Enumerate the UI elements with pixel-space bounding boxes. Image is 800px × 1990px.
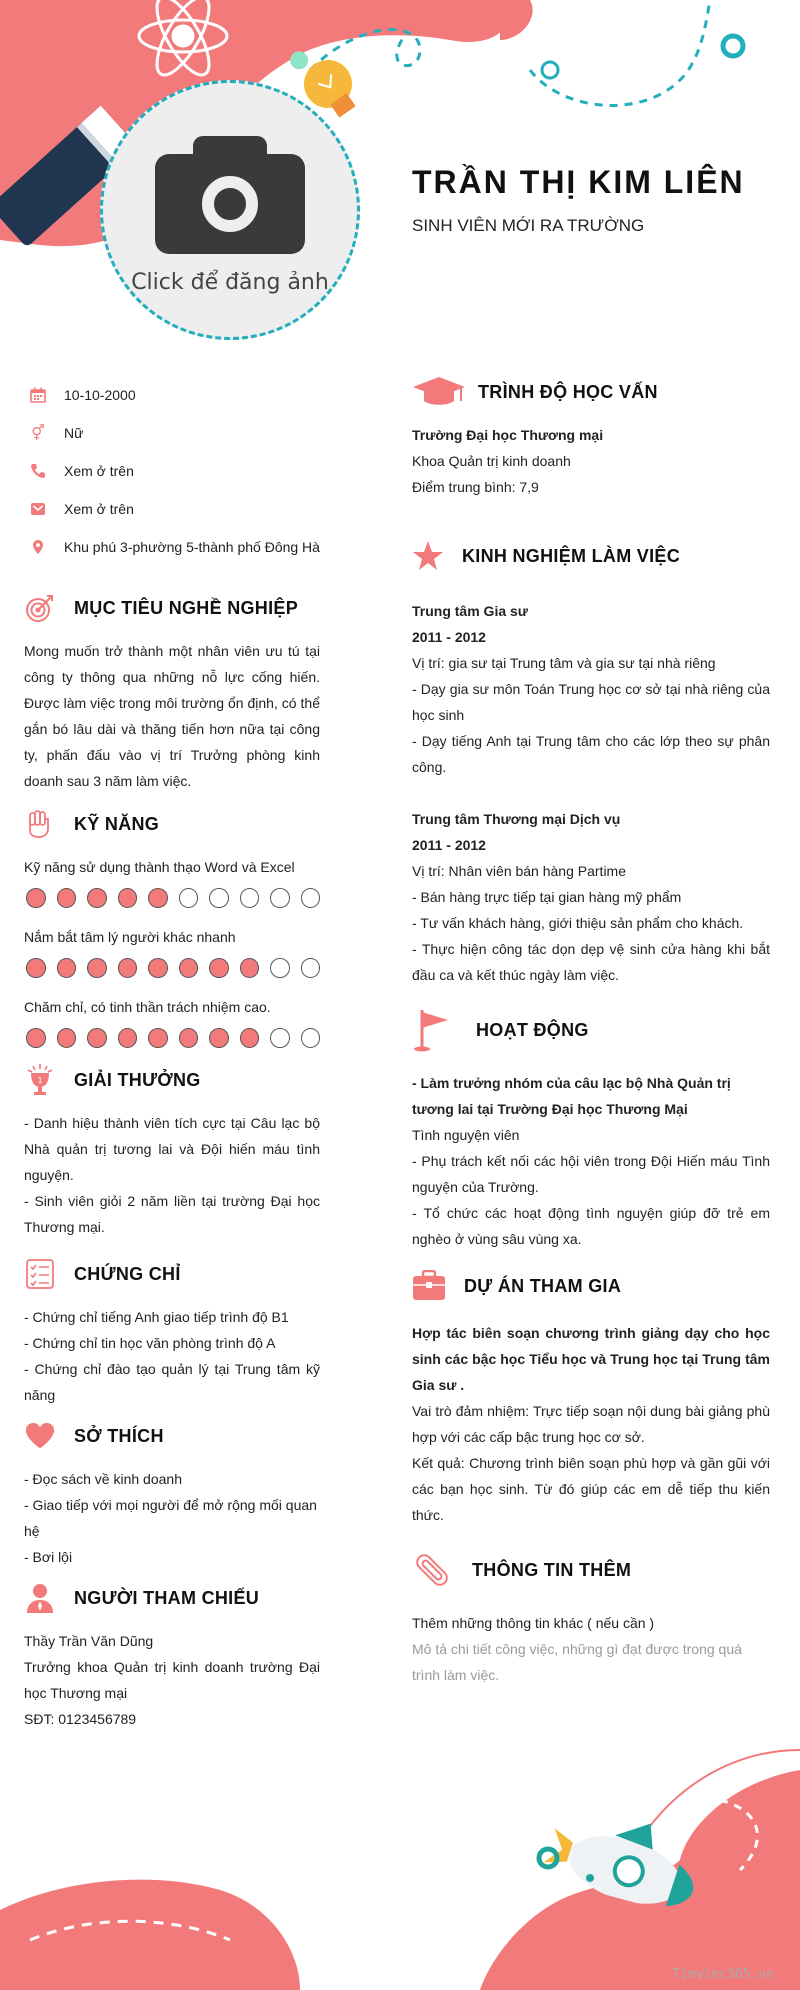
certificate-line: - Chứng chỉ tin học văn phòng trình độ A [24,1335,276,1351]
candidate-title: SINH VIÊN MỚI RA TRƯỜNG [412,216,645,235]
rating-dot [57,888,77,908]
rating-dot [26,888,46,908]
contact-email [24,490,320,528]
job-line: - Dạy tiếng Anh tại Trung tâm cho các lớp theo sự phân công. [412,733,770,775]
rating-dot [270,888,290,908]
education-title: TRÌNH ĐỘ HỌC VẤN [478,381,658,402]
rating-dot [87,888,107,908]
rating-dot [209,1028,229,1048]
education-school: Trường Đại học Thương mại [412,427,604,443]
email-icon [30,501,46,517]
candidate-name: TRẦN THỊ KIM LIÊN [412,164,745,200]
rating-dot [87,958,107,978]
rating-dot [148,888,168,908]
award-line: - Danh hiệu thành viên tích cực tại Câu lạc bộ Nhà quản trị tương lai và Đội hiến máu tình nguyện. [24,1115,320,1183]
paperclip-icon [412,1550,452,1590]
photo-upload-caption: Click để đăng ảnh [131,269,329,295]
rating-dot [240,888,260,908]
right-column [412,376,770,1688]
job-period: 2011 - 2012 [412,837,486,853]
hobby-line: - Bơi lội [24,1549,73,1565]
location-pin-icon [30,539,46,555]
education-line: Khoa Quản trị kinh doanh [412,453,571,469]
experience-section [412,540,770,988]
activity-line: - Tổ chức các hoạt động tình nguyện giúp đỡ trẻ em nghèo ở vùng sâu vùng xa. [412,1205,770,1247]
skill-label: Kỹ năng sử dụng thành thạo Word và Excel [24,859,295,875]
references-section [24,1582,320,1732]
rating-dot [118,958,138,978]
activity-line: Tình nguyện viên [412,1127,520,1143]
rating-dot [301,888,321,908]
contact-gender-value: Nữ [64,425,84,441]
rating-dot [57,1028,77,1048]
svg-text:1: 1 [37,1076,43,1085]
job-line: Vị trí: Nhân viên bán hàng Partime [412,863,627,879]
camera-icon [155,136,305,254]
target-icon [24,592,56,624]
awards-title: GIẢI THƯỞNG [74,1069,201,1090]
profile-photo-upload[interactable] [100,80,360,340]
education-line: Điểm trung bình: 7,9 [412,479,539,495]
rating-dot [270,958,290,978]
job-entry [412,598,770,780]
job-line: Vị trí: gia sư tại Trung tâm và gia sư tại nhà riêng [412,655,716,671]
skills-title: KỸ NĂNG [74,813,160,834]
awards-section [24,1064,320,1240]
job-entry [412,806,770,988]
job-line: - Bán hàng trực tiếp tại gian hàng mỹ phẩm [412,889,682,905]
skill-label: Nắm bắt tâm lý người khác nhanh [24,929,236,945]
contact-info [24,376,320,566]
job-line: - Tư vấn khách hàng, giới thiệu sản phẩm cho khách. [412,915,744,931]
activities-title: HOẠT ĐỘNG [476,1019,589,1040]
calendar-icon [30,387,46,403]
contact-birthday [24,376,320,414]
contact-phone-value: Xem ở trên [64,463,134,479]
trophy-icon [24,1064,56,1096]
certificate-line: - Chứng chỉ đào tạo quản lý tại Trung tâm kỹ năng [24,1361,320,1403]
contact-birthday-value: 10-10-2000 [64,387,136,403]
rating-dot [301,1028,321,1048]
rating-dot [179,958,199,978]
phone-icon [30,463,46,479]
certificate-line: - Chứng chỉ tiếng Anh giao tiếp trình độ B1 [24,1309,289,1325]
left-column [24,376,320,1732]
skill-rating [26,1028,320,1048]
projects-section [412,1270,770,1528]
job-company: Trung tâm Gia sư [412,603,528,619]
reference-line: SĐT: 0123456789 [24,1711,137,1727]
contact-gender [24,414,320,452]
heart-icon [24,1420,56,1452]
job-line: - Dạy gia sư môn Toán Trung học cơ sở tại nhà riêng của học sinh [412,681,770,723]
skill-label: Chăm chỉ, có tinh thần trách nhiệm cao. [24,999,271,1015]
hobby-line: - Giao tiếp với mọi người để mở rộng mối quan hệ [24,1497,317,1539]
rating-dot [209,888,229,908]
rating-dot [301,958,321,978]
rating-dot [26,958,46,978]
rating-dot [179,1028,199,1048]
contact-email-value: Xem ở trên [64,501,134,517]
rating-dot [240,958,260,978]
contact-address [24,528,320,566]
graduation-cap-icon [412,376,466,408]
activity-heading: - Làm trưởng nhóm của câu lạc bộ Nhà Quản trị tương lai tại Trường Đại học Thương Mại [412,1075,731,1117]
activity-line: - Phụ trách kết nối các hội viên trong Đội Hiến máu Tình nguyện của Trường. [412,1153,770,1195]
hobby-line: - Đọc sách về kinh doanh [24,1471,182,1487]
checklist-icon [24,1258,56,1290]
star-icon [412,540,444,572]
projects-title: DỰ ÁN THAM GIA [464,1275,622,1296]
certificates-title: CHỨNG CHỈ [74,1263,181,1284]
references-title: NGƯỜI THAM CHIẾU [74,1587,260,1608]
extra-info-placeholder[interactable]: Mô tả chi tiết công việc, những gì đạt được trong quá trình làm việc. [412,1641,742,1683]
project-heading: Hợp tác biên soạn chương trình giảng dạy cho học sinh các bậc học Tiểu học và Trung học tại Trung tâm Gia sư . [412,1325,770,1393]
extra-info-title: THÔNG TIN THÊM [472,1559,632,1580]
skill-rating [26,888,320,908]
experience-title: KINH NGHIỆM LÀM VIỆC [462,545,681,566]
rating-dot [118,1028,138,1048]
reference-line: Thầy Trần Văn Dũng [24,1633,154,1649]
skills-section [24,808,320,1048]
activities-section [412,1008,770,1252]
rating-dot [118,888,138,908]
award-line: - Sinh viên giỏi 2 năm liền tại trường Đại học Thương mại. [24,1193,320,1235]
flag-icon [412,1008,452,1052]
objective-title: MỤC TIÊU NGHỀ NGHIỆP [74,597,299,618]
rating-dot [26,1028,46,1048]
contact-address-value: Khu phú 3-phường 5-thành phố Đông Hà [64,539,320,555]
rating-dot [240,1028,260,1048]
project-line: Kết quả: Chương trình biên soạn phù hợp và gần gũi với các bạn học sinh. Từ đó giúp các em dễ tiếp thu kiến thức. [412,1455,770,1523]
rating-dot [270,1028,290,1048]
gender-icon: ⚥ [31,425,45,442]
extra-info-line[interactable]: Thêm những thông tin khác ( nếu cần ) [412,1615,655,1631]
hobbies-title: SỞ THÍCH [74,1425,164,1446]
objective-text: Mong muốn trở thành một nhân viên ưu tú tại công ty thông qua những nỗ lực cống hiến. Được làm việc trong môi trường ổn định, có thể gắn bó lâu dài và thăng tiến hơn nữa tại công ty, phấn đấu vào vị trí Trưởng phòng kinh doanh sau 3 năm làm việc. [24,643,320,789]
rating-dot [148,1028,168,1048]
skills-list [24,854,320,1048]
job-period: 2011 - 2012 [412,629,486,645]
job-company: Trung tâm Thương mại Dịch vụ [412,811,621,827]
project-line: Vai trò đảm nhiệm: Trực tiếp soạn nội dung bài giảng phù hợp với các cấp bậc trung học cơ sở. [412,1403,770,1445]
rating-dot [148,958,168,978]
job-line: - Thực hiện công tác dọn dẹp vệ sinh cửa hàng khi bắt đầu ca và kết thúc ngày làm việc. [412,941,770,983]
rating-dot [209,958,229,978]
briefcase-icon [412,1270,446,1302]
objective-section [24,592,320,794]
reference-line: Trưởng khoa Quản trị kinh doanh trường Đại học Thương mại [24,1659,320,1701]
contact-phone [24,452,320,490]
watermark: Timviec365.vn [672,1967,774,1982]
skill-rating [26,958,320,978]
certificates-section [24,1258,320,1408]
rating-dot [57,958,77,978]
raised-fist-icon [24,808,56,840]
rating-dot [87,1028,107,1048]
rating-dot [179,888,199,908]
extra-info-section [412,1550,770,1688]
education-section [412,376,770,500]
person-icon [24,1582,56,1614]
hobbies-section [24,1420,320,1570]
